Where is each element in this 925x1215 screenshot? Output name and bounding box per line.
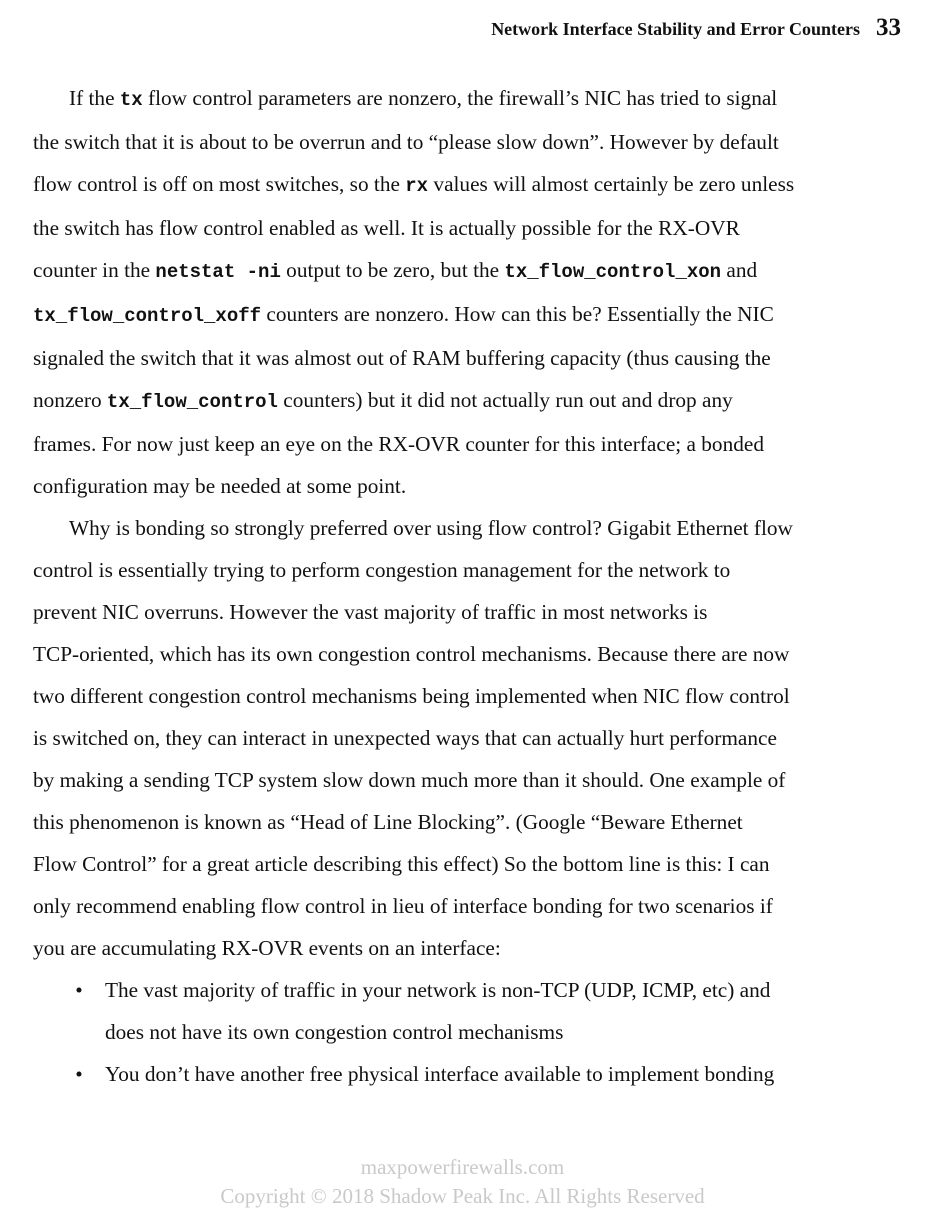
text-line: two different congestion control mechanisms being implemented when NIC flow control [33, 684, 790, 708]
text-line: You don’t have another free physical interface available to implement bonding [105, 1062, 775, 1086]
text-run: If the [69, 86, 120, 110]
text-line: prevent NIC overruns. However the vast majority of traffic in most networks is [33, 600, 708, 624]
text-line: you are accumulating RX-OVR events on an interface: [33, 936, 501, 960]
page-number: 33 [876, 14, 901, 41]
bullet-icon: • [75, 1062, 83, 1086]
text-line: Why is bonding so strongly preferred over using flow control? Gigabit Ethernet flow [69, 516, 793, 540]
code-tx-flow-control-xoff: tx_flow_control_xoff [33, 305, 262, 327]
text-run: flow control parameters are nonzero, the firewall’s NIC has tried to signal [142, 86, 778, 110]
text-line: does not have its own congestion control mechanisms [105, 1020, 564, 1044]
text-line: Flow Control” for a great article describing this effect) So the bottom line is this: I can [33, 852, 770, 876]
text-run: counters) but it did not actually run out and drop any [277, 388, 733, 412]
bullet-icon: • [75, 978, 83, 1002]
scenario-list [33, 969, 903, 1095]
text-line: the switch has flow control enabled as well. It is actually possible for the RX-OVR [33, 216, 740, 240]
text-run: output to be zero, but the [280, 258, 505, 282]
list-item [33, 1053, 903, 1095]
text-line [33, 249, 903, 293]
text-line: control is essentially trying to perform congestion management for the network to [33, 558, 731, 582]
running-title: Network Interface Stability and Error Counters [491, 19, 860, 39]
footer-copyright: Copyright © 2018 Shadow Peak Inc. All Rights Reserved [220, 1184, 705, 1208]
text-line: frames. For now just keep an eye on the RX-OVR counter for this interface; a bonded [33, 432, 764, 456]
text-line: is switched on, they can interact in unexpected ways that can actually hurt performance [33, 726, 777, 750]
text-line [33, 293, 903, 337]
code-netstat-command: netstat -ni [155, 261, 281, 283]
page-body [33, 77, 903, 1095]
code-rx: rx [405, 175, 429, 197]
list-item [33, 969, 903, 1053]
code-tx-flow-control-xon: tx_flow_control_xon [504, 261, 722, 283]
text-line [33, 163, 903, 207]
text-line: configuration may be needed at some point. [33, 474, 407, 498]
paragraph-flow-control-counters [33, 77, 903, 507]
text-line: The vast majority of traffic in your network is non-TCP (UDP, ICMP, etc) and [105, 978, 771, 1002]
paragraph-bonding-vs-flow-control [33, 507, 903, 969]
code-tx-flow-control: tx_flow_control [106, 391, 278, 413]
text-run: counter in the [33, 258, 156, 282]
text-run: flow control is off on most switches, so the [33, 172, 406, 196]
page-header [491, 14, 901, 42]
text-line: TCP-oriented, which has its own congestion control mechanisms. Because there are now [33, 642, 790, 666]
code-tx: tx [119, 89, 143, 111]
text-line [33, 379, 903, 423]
text-line: signaled the switch that it was almost out of RAM buffering capacity (thus causing the [33, 346, 771, 370]
text-line: by making a sending TCP system slow down much more than it should. One example of [33, 768, 786, 792]
text-run: values will almost certainly be zero unless [428, 172, 795, 196]
text-run: counters are nonzero. How can this be? Essentially the NIC [261, 302, 774, 326]
text-line: this phenomenon is known as “Head of Line Blocking”. (Google “Beware Ethernet [33, 810, 743, 834]
text-line: only recommend enabling flow control in lieu of interface bonding for two scenarios if [33, 894, 773, 918]
text-run: nonzero [33, 388, 107, 412]
footer-website: maxpowerfirewalls.com [360, 1155, 565, 1179]
text-run: and [721, 258, 758, 282]
text-line: the switch that it is about to be overrun and to “please slow down”. However by default [33, 130, 779, 154]
text-line [33, 77, 903, 121]
